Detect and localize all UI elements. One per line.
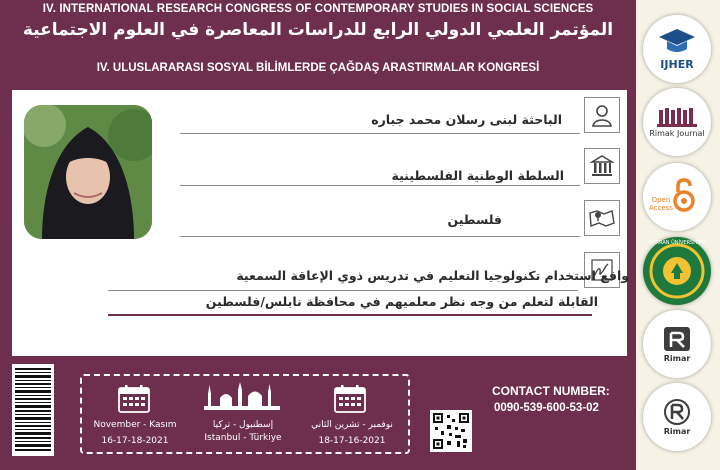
barcode	[12, 364, 54, 456]
participant-photo	[24, 105, 152, 239]
contact-number: 0090-539-600-53-02	[494, 402, 599, 414]
harran-university-logo: HARRAN ÜNİVERSİTESİ	[643, 237, 711, 305]
paper-title-line-2: القابلة لتعلم من وجه نظر معلميهم في محافظة نابلس/فلسطين	[205, 294, 598, 309]
contact-label: CONTACT NUMBER:	[492, 384, 610, 398]
istanbul-skyline-icon	[202, 382, 282, 416]
calendar-icon	[117, 384, 151, 418]
paper-underline-1	[108, 290, 578, 291]
person-icon	[584, 97, 620, 133]
right-dates: 18-17-16-2021	[318, 436, 386, 446]
qr-code	[430, 410, 472, 452]
calendar-icon	[333, 384, 367, 418]
card-header	[0, 0, 636, 88]
rimak-journal-logo: Rimak Journal	[643, 88, 711, 156]
ijher-logo: IJHER	[643, 15, 711, 83]
participant-country: فلسطين	[447, 212, 502, 227]
open-access-logo: Open Access	[643, 163, 711, 231]
title-english: IV. INTERNATIONAL RESEARCH CONGRESS OF CONTEMPORARY STUDIES IN SOCIAL SCIENCES	[42, 3, 594, 15]
institution-icon	[584, 148, 620, 184]
name-underline	[180, 133, 580, 134]
world-map-icon	[584, 200, 620, 236]
title-arabic: المؤتمر العلمي الدولي الرابع للدراسات المعاصرة في العلوم الاجتماعية	[22, 20, 614, 40]
paper-underline-2	[108, 314, 592, 316]
participant-name: الباحثة لبنى رسلان محمد جباره	[371, 112, 562, 127]
left-month: November - Kasım	[93, 420, 177, 430]
paper-title-line-1: واقع استخدام تكنولوجيا التعليم في تدريس ذوي الإعاقة السمعية	[236, 268, 629, 283]
rimar-academy-logo: Rimar	[643, 383, 711, 451]
city-turkish: Istanbul - Türkiye	[204, 433, 282, 443]
rimar-congress-logo: Rimar	[643, 310, 711, 378]
title-turkish: IV. ULUSLARARASI SOSYAL BİLİMLERDE ÇAĞDAŞ ARASTIRMALAR KONGRESİ	[96, 62, 540, 74]
left-dates: 16-17-18-2021	[101, 436, 169, 446]
right-month: نوفمبر - تشرين الثاني	[311, 420, 393, 430]
city-arabic: إسطنبول - تركيا	[212, 420, 274, 430]
participant-institution: السلطة الوطنية الفلسطينية	[391, 168, 564, 183]
country-underline	[180, 236, 580, 237]
institution-underline	[180, 185, 580, 186]
